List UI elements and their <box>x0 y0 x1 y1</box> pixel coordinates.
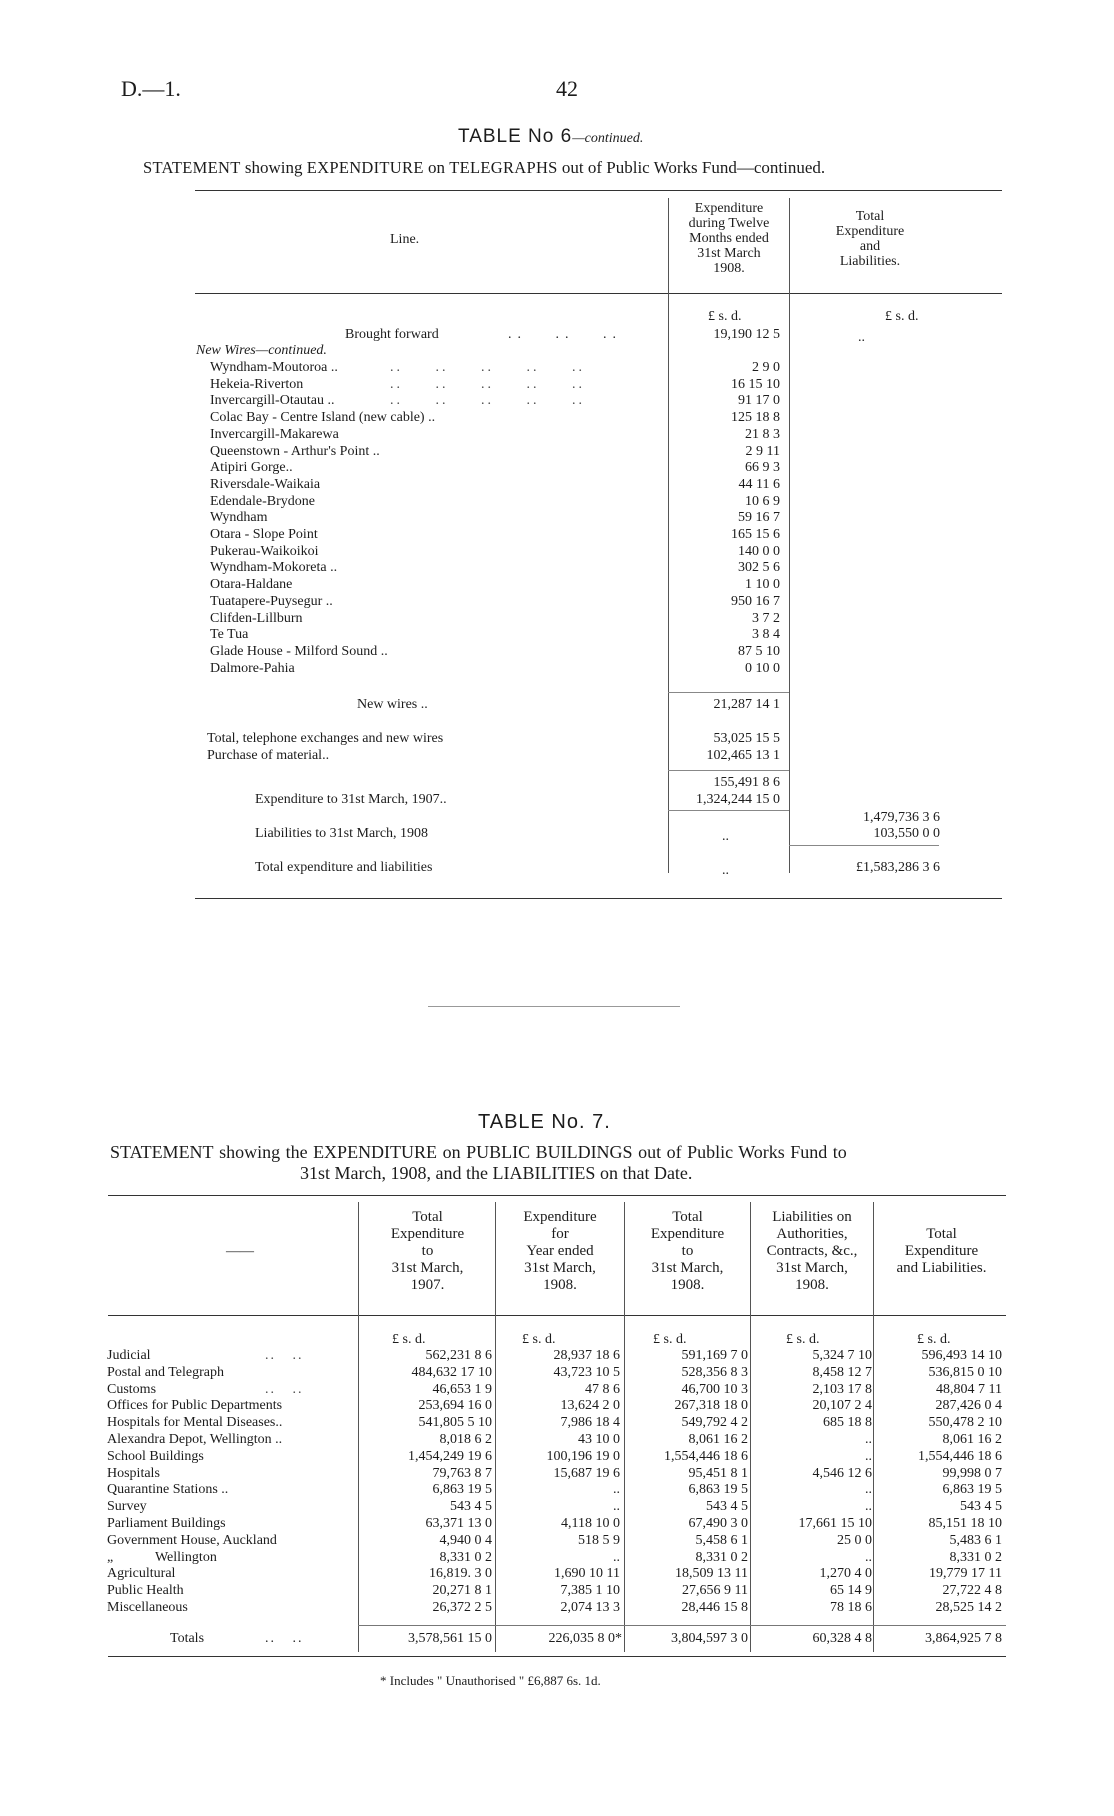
table7-bottom-rule <box>108 1656 1006 1657</box>
table6-currency-head-a: £ s. d. <box>708 309 742 324</box>
table7-col-3: Total Expenditure to 31st March, 1908. <box>650 1209 725 1293</box>
leader-dots: .. .. <box>265 1631 304 1646</box>
rule <box>789 845 939 846</box>
total-exp-amount: .. <box>722 863 729 878</box>
table7-col-2: Expenditure for Year ended 31st March, 1908. <box>523 1209 597 1293</box>
total-tel-amount: 53,025 15 5 <box>713 731 780 746</box>
table7-title: TABLE No. 7. <box>478 1111 611 1133</box>
leader-dots: .. .. .. <box>508 327 622 342</box>
table7-totals-row: Totals .. .. 3,578,561 15 0 226,035 8 0* 3,804,597 3 0 60,328 4 8 3,864,925 7 8 <box>170 1631 1002 1646</box>
subtotal-amount: 155,491 8 6 <box>713 775 780 790</box>
table6-col-expenditure: Expenditure during Twelve Months ended 31st March 1908. <box>688 201 770 276</box>
new-wires-section-label: New Wires—continued. <box>196 343 327 358</box>
table7-col-5: Total Expenditure and Liabilities. <box>896 1226 987 1276</box>
exp-1907-amount: 1,324,244 15 0 <box>696 792 780 807</box>
page-ref: D.—1. <box>121 76 181 101</box>
table7-col-4: Liabilities on Authorities, Contracts, &c., 31st March, 1908. <box>766 1209 858 1293</box>
table6-title-suffix: —continued. <box>572 131 644 146</box>
table7-col-0: —— <box>226 1244 254 1259</box>
table7-currency-head: £ s. d. <box>653 1332 687 1347</box>
table7-statement-line2: 31st March, 1908, and the LIABILITIES on that Date. <box>300 1163 693 1183</box>
total-tel-label: Total, telephone exchanges and new wires <box>207 731 444 746</box>
table6-statement: STATEMENT showing EXPENDITURE on TELEGRAPHS out of Public Works Fund—continued. <box>143 158 826 177</box>
table7-currency-head: £ s. d. <box>522 1332 556 1347</box>
table6-col-line: Line. <box>390 232 420 247</box>
brought-forward-total: .. <box>858 330 865 345</box>
table7-leader-dots: .. .. .. .. <box>265 1348 304 1397</box>
liabilities-total: 103,550 0 0 <box>873 826 940 841</box>
table6-leader-dots: .. .. .. .. .. .. .. .. .. .. .. .. .. .. .. <box>390 360 585 409</box>
table6-col-divider-2 <box>789 198 790 873</box>
brought-forward-label: Brought forward <box>345 327 439 342</box>
total-exp-total: £1,583,286 3 6 <box>856 860 940 875</box>
table6-bottom-rule <box>195 898 1002 899</box>
purchase-label: Purchase of material.. <box>207 748 330 763</box>
total-exp-label: Total expenditure and liabilities <box>255 860 433 875</box>
new-wires-label: New wires .. <box>357 697 428 712</box>
rule <box>668 810 789 811</box>
table7-col-1: Total Expenditure to 31st March, 1907. <box>390 1209 465 1293</box>
table7-footnote: * Includes " Unauthorised " £6,887 6s. 1d. <box>380 1673 601 1688</box>
table6-top-rule <box>195 190 1002 191</box>
new-wires-amount: 21,287 14 1 <box>713 697 780 712</box>
rule <box>668 770 789 771</box>
table6-title <box>458 126 643 148</box>
table6-header-rule <box>195 293 1002 294</box>
page-number: 42 <box>556 76 578 101</box>
table7-currency-head: £ s. d. <box>786 1332 820 1347</box>
table6-col-total: Total Expenditure and Liabilities. <box>835 209 905 269</box>
section-divider <box>428 1006 680 1007</box>
exp-1907-label: Expenditure to 31st March, 1907.. <box>255 792 447 807</box>
rule <box>668 692 789 693</box>
table7-currency-head: £ s. d. <box>917 1332 951 1347</box>
purchase-amount: 102,465 13 1 <box>706 748 780 763</box>
table6-title-main: TABLE No 6 <box>458 126 573 147</box>
table7-totals-rule <box>358 1625 1006 1626</box>
table7-currency-head: £ s. d. <box>392 1332 426 1347</box>
table6-currency-head-b: £ s. d. <box>885 309 919 324</box>
totals-label: Totals <box>170 1631 205 1646</box>
table7-header-rule <box>108 1315 1006 1316</box>
table7-statement-line1: STATEMENT showing the EXPENDITURE on PUBLIC BUILDINGS out of Public Works Fund to <box>110 1142 847 1162</box>
table7-top-rule <box>108 1195 1006 1196</box>
liabilities-label: Liabilities to 31st March, 1908 <box>255 826 429 841</box>
liabilities-amount: .. <box>722 829 729 844</box>
brought-forward-amount: 19,190 12 5 <box>713 327 780 342</box>
exp-1907-total: 1,479,736 3 6 <box>863 810 940 825</box>
